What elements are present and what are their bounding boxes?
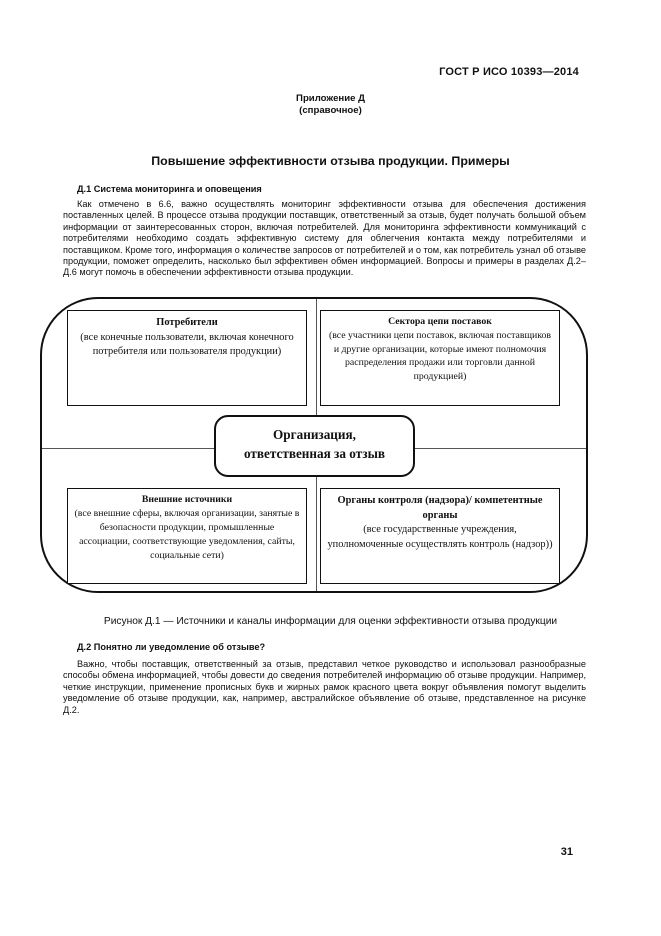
standard-designation: ГОСТ Р ИСО 10393—2014 — [439, 66, 579, 78]
box-regulators — [320, 488, 560, 584]
box-external-sources-body: (все внешние сферы, включая организации, занятые в безопасности продукции, промышленные ассоциации, соответствующие уведомления, сайты, социальные сети) — [74, 508, 300, 561]
section-heading-d2: Д.2 Понятно ли уведомление об отзыве? — [77, 642, 266, 652]
box-external-sources — [67, 488, 307, 584]
box-external-sources-title: Внешние источники — [141, 494, 233, 505]
box-regulators-body: (все государственные учреждения, уполномоченные осуществлять контроль (надзор)) — [327, 524, 553, 550]
appendix-type: (справочное) — [299, 105, 362, 116]
box-supply-chain — [320, 310, 560, 406]
box-consumers-body: (все конечные пользователи, включая конечного потребителя или пользователя продукции) — [80, 331, 294, 357]
page-title: Повышение эффективности отзыва продукции. Примеры — [151, 154, 510, 168]
box-regulators-title: Органы контроля (надзора)/ компетентные органы — [337, 495, 543, 521]
appendix-title: Приложение Д — [296, 93, 365, 104]
page-number: 31 — [560, 846, 573, 858]
section-text-d2: Важно, чтобы поставщик, ответственный за отзыв, представил четкое руководство и использовал разнообразные способы обмена информацией, чтобы довести до сведения потребителей информацию об отзыве продукции. Например, четкие инструкции, применение прописных букв и жирных рамок красного цвета вокруг объявления помогут выделить уведомление об отзыве продукции, как, например, австралийское объявление об отзыве, представленное на рисунке Д.2. — [63, 659, 586, 715]
box-supply-chain-title: Сектора цепи поставок — [388, 316, 492, 327]
section-text-d1: Как отмечено в 6.6, важно осуществлять мониторинг эффективности отзыва для обеспечения достижения поставленных целей. В процессе отзыва продукции поставщик, ответственный за отзыв, будет получать большой объем информации от заинтересованных сторон, включая потребителей. Для мониторинга эффективности коммуникаций с потребителями необходимо создать эффективную систему для облегчения контакта между потребителями и поставщиком. Кроме того, информация о количестве запросов от потребителей и о том, как потребитель узнал об отзыве продукции, поможет определить, насколько был эффективен обмен информацией. Вопросы и примеры в разделах Д.2–Д.6 могут помочь в обеспечении эффективности отзыва продукции. — [63, 199, 586, 278]
box-consumers-title: Потребители — [156, 317, 218, 328]
figure-caption: Рисунок Д.1 — Источники и каналы информации для оценки эффективности отзыва продукции — [103, 616, 558, 627]
section-heading-d1: Д.1 Система мониторинга и оповещения — [77, 184, 262, 194]
box-consumers — [67, 310, 307, 406]
box-organization-line1: Организация, — [273, 427, 356, 442]
appendix-heading — [0, 93, 661, 117]
box-organization-line2: ответственная за отзыв — [243, 446, 385, 461]
box-supply-chain-body: (все участники цепи поставок, включая поставщиков и другие организации, которые имеют полномочия распределения продажи или торговли данной продукцией) — [328, 329, 552, 383]
box-organization — [214, 415, 415, 477]
